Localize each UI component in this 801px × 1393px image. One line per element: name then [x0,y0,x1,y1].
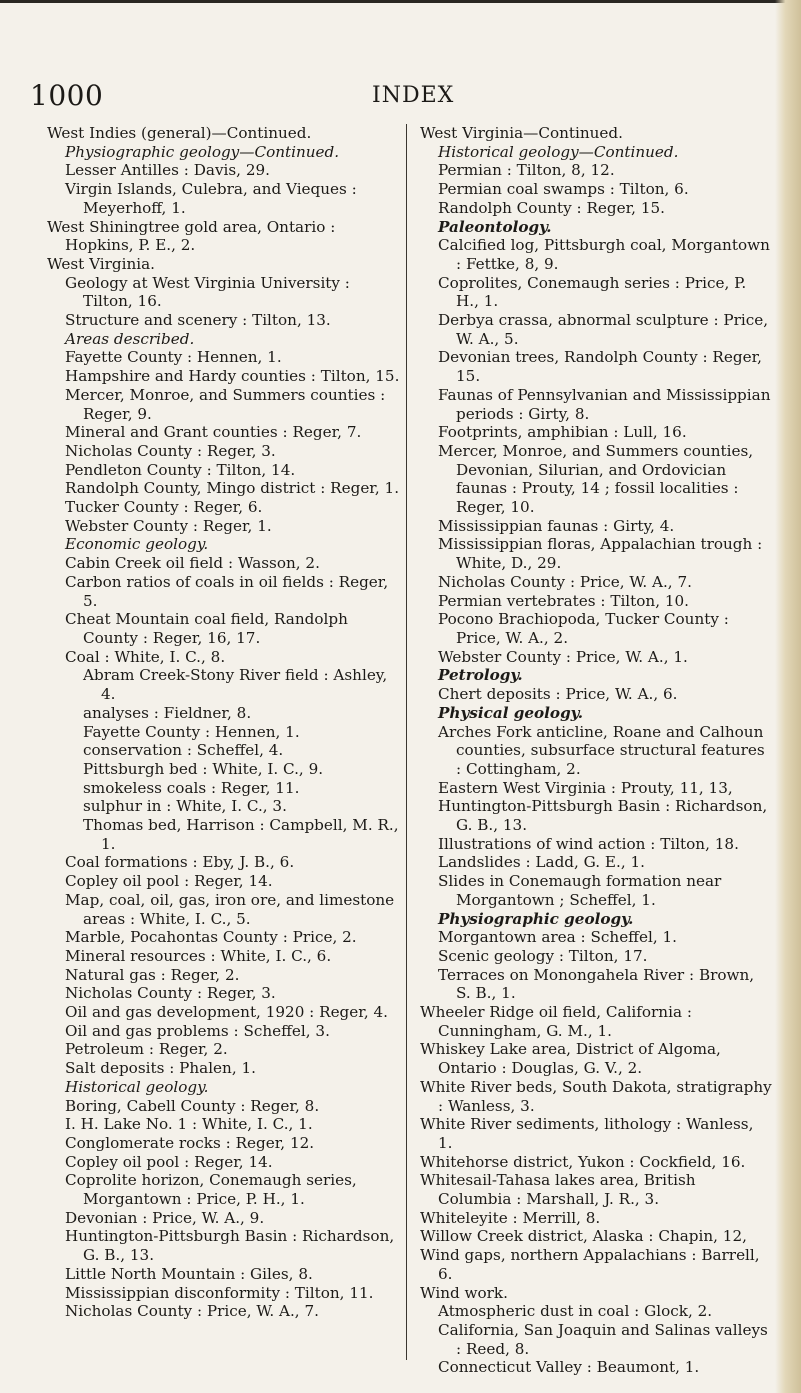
index-entry: Coal : White, I. C., 8. [65,647,226,666]
index-entry: Whitesail-Tahasa lakes area, British Columbia : Marshall, J. R., 3. [420,1171,696,1209]
index-entry: Nicholas County : Price, W. A., 7. [438,572,692,591]
index-entry: Permian vertebrates : Tilton, 10. [438,591,690,610]
index-entry: Arches Fork anticline, Roane and Calhoun counties, subsurface structural features : Cottingham, 2. [438,722,765,778]
index-entry: Footprints, amphibian : Lull, 16. [438,423,687,442]
index-entry: Thomas bed, Harrison : Campbell, M. R., 1. [83,816,399,853]
index-entry: Salt deposits : Phalen, 1. [65,1059,256,1078]
index-entry: Oil and gas problems : Scheffel, 3. [65,1021,330,1040]
index-entry: Permian coal swamps : Tilton, 6. [438,180,689,199]
index-entry: Faunas of Pennsylvanian and Mississippian periods : Girty, 8. [438,385,771,423]
index-entry: conservation : Scheffel, 4. [83,741,284,760]
page-edge [775,0,801,1393]
index-entry: Randolph County, Mingo district : Reger, 1. [65,479,400,498]
index-entry: West Virginia. [47,254,156,273]
index-entry: Nicholas County : Reger, 3. [65,441,276,460]
index-entry: Calcified log, Pittsburgh coal, Morgantown : Fettke, 8, 9. [438,236,770,273]
index-entry: Nicholas County : Price, W. A., 7. [65,1302,319,1321]
index-entry: Hampshire and Hardy counties : Tilton, 15. [65,367,400,386]
index-entry: Morgantown area : Scheffel, 1. [438,928,677,947]
page-number: 1000 [30,79,104,112]
index-entry: Boring, Cabell County : Reger, 8. [65,1096,320,1115]
index-entry: analyses : Fieldner, 8. [83,703,252,722]
index-entry: West Indies (general)—Continued. [47,124,312,142]
index-entry: Whitehorse district, Yukon : Cockfield, 16. [420,1152,746,1171]
index-entry: White River sediments, lithology : Wanless, 1. [420,1115,754,1152]
index-column-right [420,124,772,1377]
index-entry: Huntington-Pittsburgh Basin : Richardson, G. B., 13. [65,1227,395,1265]
index-entry: Coal formations : Eby, J. B., 6. [65,853,295,872]
index-entry: West Virginia—Continued. [420,124,623,142]
index-entry: West Shiningtree gold area, Ontario : Hopkins, P. E., 2. [47,217,336,255]
index-entry: Map, coal, oil, gas, iron ore, and limestone areas : White, I. C., 5. [65,890,395,928]
index-entry: sulphur in : White, I. C., 3. [83,797,287,816]
index-entry: Little North Mountain : Giles, 8. [65,1264,313,1283]
index-entry: Abram Creek-Stony River field : Ashley, 4. [83,666,388,704]
index-entry: Tucker County : Reger, 6. [65,498,263,517]
index-entry: Mineral resources : White, I. C., 6. [65,946,332,965]
index-section-heading: Historical geology. [65,1077,209,1096]
index-entry: Mineral and Grant counties : Reger, 7. [65,423,362,442]
index-entry: Mercer, Monroe, and Summers counties, Devonian, Silurian, and Ordovician faunas : Prouty, 14 ; fossil localities : Reger, 10. [438,441,754,517]
index-entry: Wind gaps, northern Appalachians : Barrell, 6. [420,1246,760,1283]
index-entry: Mississippian faunas : Girty, 4. [438,516,675,535]
index-entry: Huntington-Pittsburgh Basin : Richardson, G. B., 13. [438,797,768,835]
index-entry: smokeless coals : Reger, 11. [83,778,300,797]
index-entry: Nicholas County : Reger, 3. [65,984,276,1003]
index-entry: Devonian trees, Randolph County : Reger, 15. [438,348,762,386]
index-entry: Landslides : Ladd, G. E., 1. [438,853,645,872]
index-entry: Webster County : Reger, 1. [65,516,272,535]
index-section-heading: Physiographic geology—Continued. [65,142,340,161]
index-entry: Mississippian disconformity : Tilton, 11. [65,1283,374,1302]
index-entry: Wind work. [420,1283,508,1302]
index-entry: Coprolite horizon, Conemaugh series, Morgantown : Price, P. H., 1. [65,1171,357,1209]
index-section-heading: Paleontology. [438,217,552,236]
top-rule [0,0,801,3]
index-section-heading: Physiographic geology. [438,909,634,928]
index-section-heading: Areas described. [65,329,195,348]
index-entry: Coprolites, Conemaugh series : Price, P. H., 1. [438,273,747,311]
index-entry: Webster County : Price, W. A., 1. [438,647,688,666]
index-entry: Pendleton County : Tilton, 14. [65,460,296,479]
index-entry: Mercer, Monroe, and Summers counties : Reger, 9. [65,385,386,423]
index-entry: Permian : Tilton, 8, 12. [438,161,615,180]
index-entry: Connecticut Valley : Beaumont, 1. [438,1358,700,1377]
index-entry: Geology at West Virginia University : Tilton, 16. [65,273,350,311]
index-entry: Cabin Creek oil field : Wasson, 2. [65,554,320,573]
index-entry: White River beds, South Dakota, stratigraphy : Wanless, 3. [420,1077,772,1115]
index-entry: Petroleum : Reger, 2. [65,1040,228,1059]
index-entry: Illustrations of wind action : Tilton, 18. [438,834,739,853]
index-section-heading: Physical geology. [438,703,584,722]
index-entry: Scenic geology : Tilton, 17. [438,946,648,965]
index-entry: Randolph County : Reger, 15. [438,198,665,217]
index-section-heading: Historical geology—Continued. [438,142,679,161]
index-entry: Structure and scenery : Tilton, 13. [65,311,331,330]
index-column-left [47,124,407,1360]
index-entry: Natural gas : Reger, 2. [65,965,240,984]
index-entry: Derbya crassa, abnormal sculpture : Price, W. A., 5. [438,311,769,348]
index-entry: Slides in Conemaugh formation near Morgantown ; Scheffel, 1. [438,872,722,909]
index-entry: Oil and gas development, 1920 : Reger, 4. [65,1003,388,1022]
index-section-heading: Economic geology. [65,535,209,554]
index-entry: Cheat Mountain coal field, Randolph County : Reger, 16, 17. [65,610,348,647]
index-entry: Whiskey Lake area, District of Algoma, Ontario : Douglas, G. V., 2. [420,1040,721,1078]
index-entry: Chert deposits : Price, W. A., 6. [438,685,678,704]
index-entry: Fayette County : Hennen, 1. [65,348,282,367]
index-entry: Pocono Brachiopoda, Tucker County : Price, W. A., 2. [438,610,729,647]
index-section-heading: Petrology. [438,666,523,685]
index-entry: I. H. Lake No. 1 : White, I. C., 1. [65,1115,313,1134]
index-entry: Eastern West Virginia : Prouty, 11, 13, [438,778,733,797]
index-entry: Copley oil pool : Reger, 14. [65,1152,273,1171]
index-entry: Atmospheric dust in coal : Glock, 2. [438,1302,713,1321]
index-entry: Willow Creek district, Alaska : Chapin, 12, [420,1227,747,1246]
index-entry: Whiteleyite : Merrill, 8. [420,1208,601,1227]
index-entry: Devonian : Price, W. A., 9. [65,1208,265,1227]
index-entry: Fayette County : Hennen, 1. [83,722,300,741]
index-entry: California, San Joaquin and Salinas valleys : Reed, 8. [438,1321,768,1358]
index-entry: Conglomerate rocks : Reger, 12. [65,1133,315,1152]
index-entry: Lesser Antilles : Davis, 29. [65,161,270,180]
index-entry: Pittsburgh bed : White, I. C., 9. [83,759,324,778]
index-entry: Virgin Islands, Culebra, and Vieques : Meyerhoff, 1. [65,180,357,217]
index-entry: Terraces on Monongahela River : Brown, S. B., 1. [438,965,755,1003]
index-entry: Copley oil pool : Reger, 14. [65,872,273,891]
index-entry: Carbon ratios of coals in oil fields : Reger, 5. [65,572,389,610]
index-entry: Mississippian floras, Appalachian trough : White, D., 29. [438,535,763,573]
index-entry: Wheeler Ridge oil field, California : Cunningham, G. M., 1. [420,1003,692,1040]
index-entry: Marble, Pocahontas County : Price, 2. [65,928,357,947]
page-title: INDEX [372,83,455,108]
